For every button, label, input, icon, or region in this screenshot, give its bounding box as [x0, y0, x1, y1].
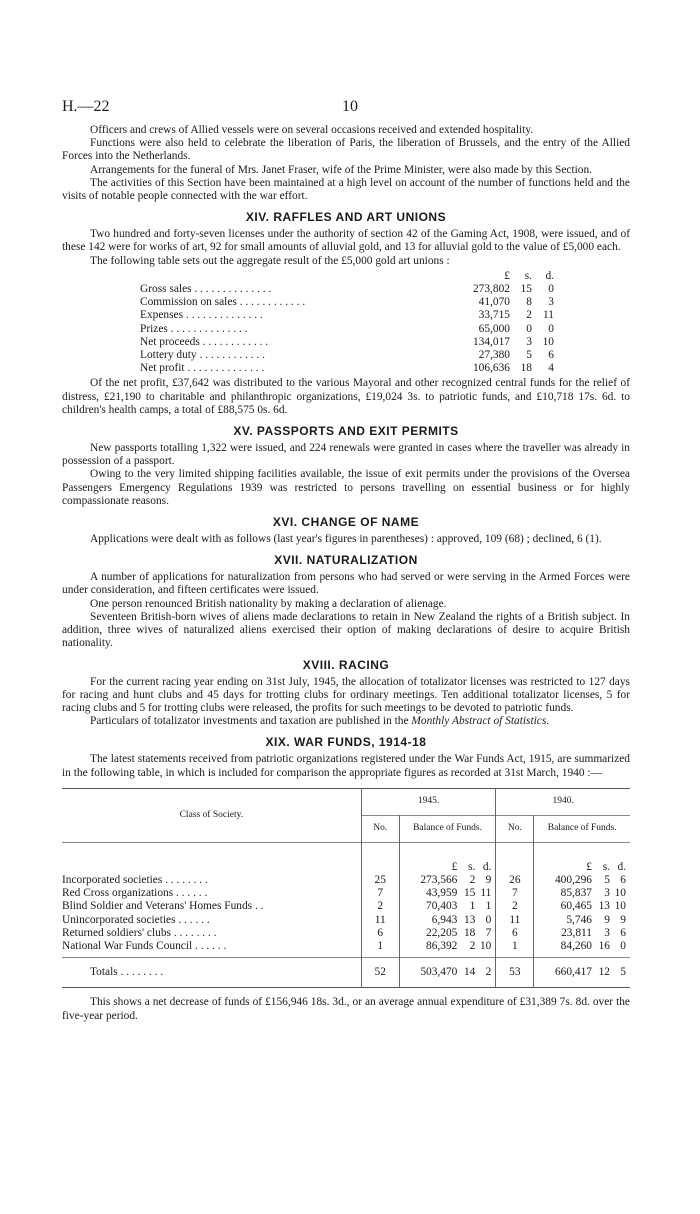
table-row: National War Funds Council . . . . . . 1 86,392 2 10 1 84,260 16 0 — [62, 940, 630, 958]
table-row: Blind Soldier and Veterans' Homes Funds . . 2 70,403 1 1 2 60,465 13 10 — [62, 900, 630, 913]
paragraph: New passports totalling 1,322 were issued, and 224 renewals were granted in cases where the traveller was already in possession of a passport. — [62, 442, 630, 468]
section-heading-racing: XVIII. RACING — [302, 657, 390, 672]
paragraph: Seventeen British-born wives of aliens made declarations to retain in New Zealand the rights of a British subject. In addition, three wives of naturalized aliens exercised their option of making declarations of desire to acquire British nationality. — [62, 610, 630, 650]
unit-pence: d. — [545, 269, 554, 282]
paragraph: Applications were dealt with as follows (last year's figures in parentheses) : approved, 109 (68) ; declined, 6 (1). — [90, 533, 602, 546]
column-header-class: Class of Society. — [179, 809, 244, 820]
table-row: Returned soldiers' clubs . . . . . . . . 6 22,205 18 7 6 23,811 3 6 — [62, 927, 630, 940]
table-row: Net proceeds . . . . . . . . . . . . 134,017 3 10 — [140, 335, 554, 348]
paragraph: Officers and crews of Allied vessels were on several occasions received and extended hospitality. — [90, 124, 534, 136]
paragraph: Functions were also held to celebrate the liberation of Paris, the liberation of Brussels, and the entry of the Allied Forces into the Netherlands. — [62, 137, 630, 163]
war-funds-table — [62, 788, 630, 989]
unit-pounds: £ — [504, 269, 510, 282]
table-row: Commission on sales . . . . . . . . . . . . 41,070 8 3 — [140, 296, 554, 309]
table-row: Expenses . . . . . . . . . . . . . . 33,715 2 11 — [140, 309, 554, 322]
table-header-row — [62, 788, 630, 815]
table-row: Lottery duty . . . . . . . . . . . . 27,380 5 6 — [140, 349, 554, 362]
art-union-results-table — [140, 270, 554, 376]
document-page — [62, 98, 630, 1023]
publication-title: Monthly Abstract of Statistics — [411, 715, 547, 728]
section-heading-naturalization: XVII. NATURALIZATION — [274, 553, 418, 568]
units-row — [140, 270, 554, 283]
column-header-no: No. — [361, 815, 399, 842]
page-header — [62, 98, 630, 124]
column-header-1940: 1940. — [496, 788, 630, 815]
column-header-1945: 1945. — [361, 788, 496, 815]
column-header-no: No. — [496, 815, 534, 842]
paragraph: Of the net profit, £37,642 was distributed to the various Mayoral and other recognized central funds for the relief of distress, £21,190 to charitable and philanthropic organizations, £19,024 3s. to patriotic funds, and £10,718 17s. 6d. to children's health camps, a total of £88,575 0s. 6d. — [62, 377, 630, 416]
section-heading-change-of-name: XVI. CHANGE OF NAME — [272, 515, 420, 530]
section-heading-passports: XV. PASSPORTS AND EXIT PERMITS — [233, 424, 459, 439]
paragraph: The activities of this Section have been maintained at a high level on account of the number of functions held and the visits of notable people connected with the war effort. — [62, 176, 630, 203]
paragraph: Owing to the very limited shipping facilities available, the issue of exit permits under the provisions of the Oversea Passengers Emergency Regulations 1939 was restricted to persons travelling on essential business or for highly compassionate reasons. — [62, 468, 630, 507]
unit-shillings: s. — [524, 269, 532, 282]
paragraph: The following table sets out the aggregate result of the £5,000 gold art unions : — [90, 254, 450, 267]
paragraph: For the current racing year ending on 31st July, 1945, the allocation of totalizator licenses was restricted to 127 days for racing and hunt clubs and 45 days for trotting clubs for ordinary meetings. Ten additional totalizator licenses, 5 for racing clubs and 5 for trotting clubs were released, the profits for such meetings to be devoted to patriotic funds. — [62, 675, 630, 714]
table-row: Red Cross organizations . . . . . . 7 43,959 15 11 7 85,837 3 10 — [62, 887, 630, 900]
page-number: 10 — [342, 98, 358, 115]
document-reference: H.—22 — [62, 98, 110, 115]
column-header-balance: Balance of Funds. — [399, 815, 496, 842]
paragraph: This shows a net decrease of funds of £156,946 18s. 3d., or an average annual expenditure of £31,389 7s. 8d. over the five-year period. — [62, 996, 630, 1022]
paragraph: Two hundred and forty-seven licenses under the authority of section 42 of the Gaming Act, 1908, were issued, and of these 142 were for works of art, 92 for small amounts of alluvial gold, and 13 for alluvial gold to the value of £5,000 each. — [62, 228, 630, 254]
units-row: £ s. d. £ s. d. — [62, 842, 630, 874]
table-row: Prizes . . . . . . . . . . . . . . 65,000 0 0 — [140, 322, 554, 335]
table-row: Incorporated societies . . . . . . . . 25 273,566 2 9 26 400,296 5 6 — [62, 874, 630, 887]
table-row: Unincorporated societies . . . . . . 11 6,943 13 0 11 5,746 9 9 — [62, 914, 630, 927]
section-heading-war-funds: XIX. WAR FUNDS, 1914-18 — [265, 735, 427, 750]
table-row: Net profit . . . . . . . . . . . . . . 106,636 18 4 — [140, 362, 554, 375]
paragraph: The latest statements received from patriotic organizations registered under the War Funds Act, 1915, are summarized in the following table, in which is included for comparison the appropriate figures as recorded at 31st March, 1940 :— — [62, 753, 630, 779]
paragraph: Particulars of totalizator investments and taxation are published in the Monthly Abstract of Statistics. — [90, 715, 550, 728]
paragraph: Arrangements for the funeral of Mrs. Janet Fraser, wife of the Prime Minister, were also made by this Section. — [90, 163, 593, 176]
paragraph: One person renounced British nationality by making a declaration of alienage. — [90, 597, 447, 610]
section-heading-raffles: XIV. RAFFLES AND ART UNIONS — [245, 210, 447, 225]
table-row: Gross sales . . . . . . . . . . . . . . 273,802 15 0 — [140, 283, 554, 296]
table-totals-row: Totals . . . . . . . . 52 503,470 14 2 53 660,417 12 5 — [62, 958, 630, 988]
paragraph: A number of applications for naturalization from persons who had served or were serving in the Armed Forces were under consideration, and fifteen certificates were issued. — [62, 571, 630, 597]
column-header-balance: Balance of Funds. — [534, 815, 630, 842]
